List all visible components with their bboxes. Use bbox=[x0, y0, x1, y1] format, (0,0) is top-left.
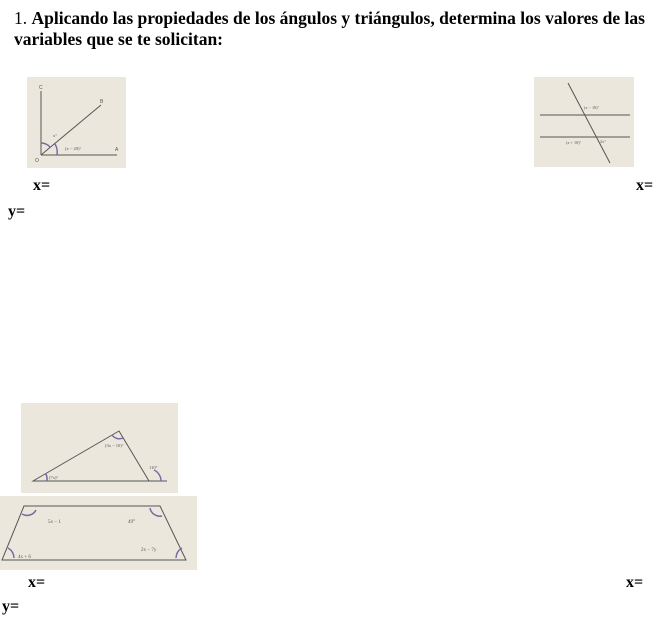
label-angle-x-minus-20: (x − 20)° bbox=[65, 146, 82, 151]
figure-2-parallel-lines bbox=[534, 77, 634, 167]
label-7x: (7x)° bbox=[49, 475, 59, 480]
label-a: A bbox=[115, 147, 119, 153]
label-5x-minus-1: 5x − 1 bbox=[48, 520, 61, 525]
question-number: 1. bbox=[14, 8, 28, 28]
label-o: O bbox=[35, 158, 39, 164]
answer-1-x: x= bbox=[33, 177, 51, 194]
label-x-minus-10: (x − 10)° bbox=[584, 105, 600, 110]
answer-1-y: y= bbox=[8, 203, 26, 220]
figure-1-drawing bbox=[27, 77, 126, 168]
figure-2-drawing bbox=[534, 77, 634, 167]
label-3x-minus-10: (3x − 10)° bbox=[105, 443, 124, 448]
figure-3-triangle bbox=[21, 403, 178, 493]
answer-4-x: x= bbox=[626, 574, 644, 591]
figure-1-angles bbox=[27, 77, 126, 168]
answer-2-x: x= bbox=[636, 177, 654, 194]
label-x-plus-10: (x + 10)° bbox=[566, 140, 582, 145]
figure-4-trapezoid bbox=[0, 496, 197, 570]
label-b: B bbox=[100, 99, 104, 105]
figure-3-drawing bbox=[21, 403, 178, 493]
question-title bbox=[14, 8, 654, 50]
label-c: C bbox=[39, 85, 43, 91]
label-4x-plus-6: 4x + 6 bbox=[18, 555, 31, 560]
answer-3-x: x= bbox=[28, 574, 46, 591]
label-angle-x: x° bbox=[53, 133, 58, 138]
answer-3-y: y= bbox=[2, 598, 20, 615]
label-49: 49° bbox=[128, 520, 135, 525]
label-2x: 2x° bbox=[600, 139, 606, 144]
figure-4-drawing bbox=[0, 496, 197, 570]
question-text: Aplicando las propiedades de los ángulos y triángulos, determina los valores de las variables que se te solicitan: bbox=[14, 8, 645, 49]
label-2x-minus-7y: 2x − 7y bbox=[141, 548, 157, 553]
label-110: 110° bbox=[149, 465, 158, 470]
